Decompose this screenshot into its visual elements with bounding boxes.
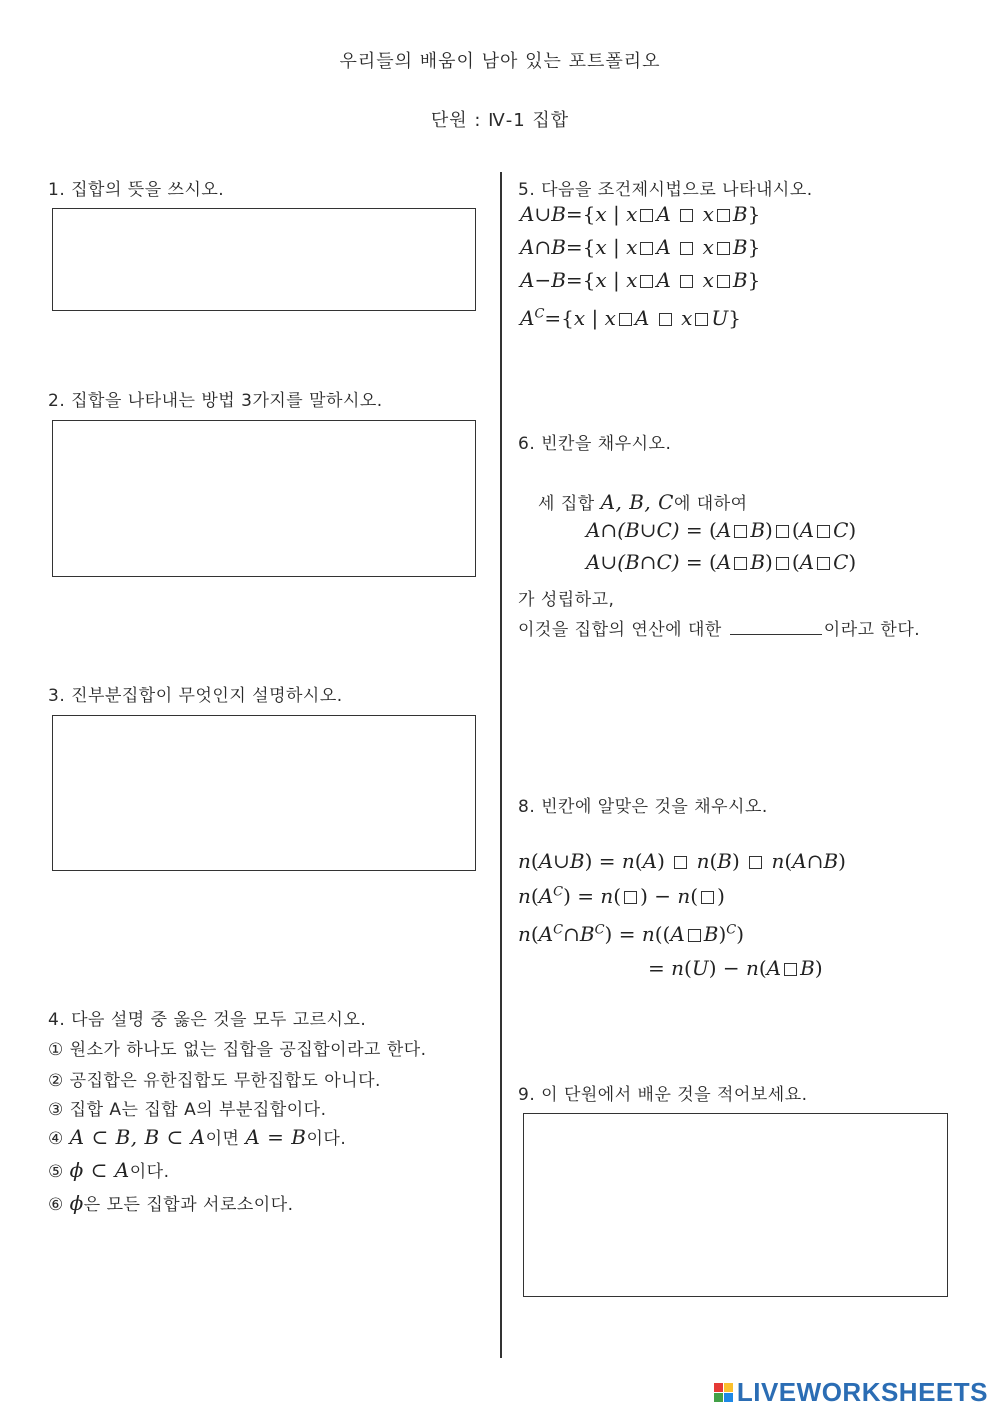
q5-line-complement: $A^C=\{x$ | x A x U} (520, 306, 741, 330)
q4-option-6-end: 은 모든 집합과 서로소이다. (83, 1195, 294, 1215)
logo-square-2 (724, 1383, 733, 1392)
q5-line-difference-lhs: A−B (520, 268, 566, 292)
q4-option-4-end: 이다. (306, 1129, 347, 1149)
q8-line-4: = n(U) − n(A B) (648, 956, 823, 980)
q8-prompt: 8. 빈칸에 알맞은 것을 채우시오. (518, 797, 768, 817)
q6-answer-blank[interactable] (730, 620, 822, 635)
q6-eq-2-lhs: A∪(B∩C) (586, 550, 680, 574)
q6-eq2-blank-2[interactable] (776, 557, 789, 570)
liveworksheets-logo-icon (714, 1383, 733, 1402)
q5-difference-blank-3[interactable] (717, 275, 730, 288)
q4-option-3[interactable]: ③ 집합 A는 집합 A의 부분집합이다. (48, 1100, 327, 1120)
q4-option-4-math2: A = B (245, 1125, 307, 1149)
q5-complement-blank-1[interactable] (619, 313, 632, 326)
q6-sets: A, B, C (600, 490, 674, 514)
q5-line-union-rhs: B (732, 202, 748, 226)
logo-square-3 (714, 1393, 723, 1402)
q6-eq1-blank-2[interactable] (776, 525, 789, 538)
q5-union-blank-2[interactable] (680, 209, 693, 222)
q5-line-complement-rhs: U (711, 306, 729, 330)
q4-option-4-marker: ④ (48, 1129, 64, 1149)
q6-intro (538, 489, 748, 514)
q5-prompt: 5. 다음을 조건제시법으로 나타내시오. (518, 180, 813, 200)
q8-line2-blank-1[interactable] (624, 891, 637, 904)
q4-option-5-math: ϕ ⊂ A (69, 1158, 130, 1182)
q6-eq-2: A∪(B∩C) = (A B) (A C) (586, 550, 857, 574)
q9-prompt: 9. 이 단원에서 배운 것을 적어보세요. (518, 1085, 808, 1105)
q5-intersection-blank-1[interactable] (640, 242, 653, 255)
q6-eq2-blank-3[interactable] (817, 557, 830, 570)
q4-option-6-marker: ⑥ (48, 1195, 64, 1215)
q6-intro-text: 세 집합 (538, 494, 595, 514)
q5-line-difference: A−B={x | x A x B} (520, 268, 761, 292)
q5-line-union-lhs: A∪B (520, 202, 566, 226)
q8-line1-blank-2[interactable] (749, 856, 762, 869)
liveworksheets-logo-text: LIVEWORKSHEETS (736, 1377, 988, 1407)
q2-prompt: 2. 집합을 나타내는 방법 3가지를 말하시오. (48, 391, 383, 411)
logo-square-1 (714, 1383, 723, 1392)
q6-line-3: 가 성립하고, (518, 590, 615, 610)
q5-line-union: A∪B={x | x A x B} (520, 202, 761, 226)
q5-line-intersection: A∩B={x | x A x B} (520, 235, 761, 259)
q8-line-2: $n(A^C) = n$( ) − n( ) (518, 884, 725, 908)
q6-line-4-end: 이라고 한다. (823, 620, 921, 640)
q6-eq2-blank-1[interactable] (734, 557, 747, 570)
q6-line-4-start: 이것을 집합의 연산에 대한 (518, 620, 722, 640)
q5-difference-blank-2[interactable] (680, 275, 693, 288)
q8-line4-blank-1[interactable] (784, 963, 797, 976)
q8-line-3: $n(A^C\cap B^C) = n((A$ B)$^C$) (518, 922, 745, 946)
q5-complement-blank-3[interactable] (695, 313, 708, 326)
logo-square-4 (724, 1393, 733, 1402)
q4-option-6[interactable] (48, 1190, 294, 1215)
q4-option-5[interactable] (48, 1157, 169, 1182)
q5-line-intersection-rhs: B (732, 235, 748, 259)
q4-option-5-end: 이다. (129, 1162, 170, 1182)
q6-eq-1-lhs: A∩(B∪C) (586, 518, 680, 542)
q3-prompt: 3. 진부분집합이 무엇인지 설명하시오. (48, 686, 343, 706)
q4-prompt: 4. 다음 설명 중 옳은 것을 모두 고르시오. (48, 1010, 367, 1030)
q5-union-blank-1[interactable] (640, 209, 653, 222)
column-divider (500, 172, 502, 1358)
q6-intro-end: 에 대하여 (673, 494, 748, 514)
q6-prompt: 6. 빈칸을 채우시오. (518, 434, 672, 454)
page-title: 우리들의 배움이 남아 있는 포트폴리오 (339, 51, 661, 72)
q5-intersection-blank-3[interactable] (717, 242, 730, 255)
q4-option-1[interactable]: ① 원소가 하나도 없는 집합을 공집합이라고 한다. (48, 1040, 427, 1060)
q5-line-difference-rhs: B (732, 268, 748, 292)
q6-eq-1: A∩(B∪C) = (A B) (A C) (586, 518, 857, 542)
q4-option-4-math: A ⊂ B, B ⊂ A (69, 1125, 206, 1149)
q8-line-1: n(A∪B) = n(A) n(B) n(A∩B) (518, 849, 846, 873)
q9-answer-box[interactable] (523, 1113, 948, 1297)
q5-line-intersection-lhs: A∩B (520, 235, 566, 259)
q5-union-blank-3[interactable] (717, 209, 730, 222)
q4-option-6-math: ϕ (69, 1191, 84, 1215)
q8-line1-blank-1[interactable] (674, 856, 687, 869)
q4-option-2[interactable]: ② 공집합은 유한집합도 무한집합도 아니다. (48, 1071, 381, 1091)
q4-option-4[interactable] (48, 1124, 346, 1149)
q8-line3-blank-1[interactable] (688, 929, 701, 942)
q5-line-complement-lhs: A (520, 306, 535, 330)
q5-difference-blank-1[interactable] (640, 275, 653, 288)
q2-answer-box[interactable] (52, 420, 476, 577)
q1-prompt: 1. 집합의 뜻을 쓰시오. (48, 180, 225, 200)
q6-line-4 (518, 615, 920, 640)
unit-label: 단원 : Ⅳ-1 집합 (430, 110, 570, 131)
q5-line-complement-sup: C (534, 306, 545, 322)
q4-option-4-mid: 이면 (205, 1129, 240, 1149)
liveworksheets-logo (714, 1377, 988, 1408)
q6-eq1-blank-1[interactable] (734, 525, 747, 538)
q5-intersection-blank-2[interactable] (680, 242, 693, 255)
q1-answer-box[interactable] (52, 208, 476, 311)
q6-eq1-blank-3[interactable] (817, 525, 830, 538)
q8-line2-blank-2[interactable] (701, 891, 714, 904)
q4-option-5-marker: ⑤ (48, 1162, 64, 1182)
q3-answer-box[interactable] (52, 715, 476, 871)
q5-complement-blank-2[interactable] (659, 313, 672, 326)
